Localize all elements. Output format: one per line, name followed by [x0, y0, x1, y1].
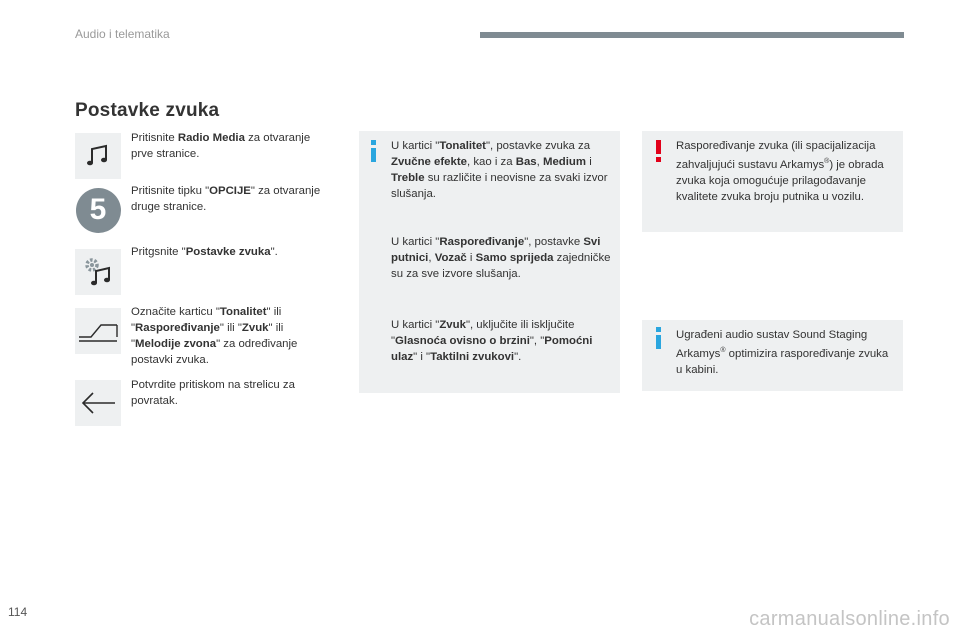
section-title: Postavke zvuka: [75, 100, 220, 121]
music-note-icon: [75, 133, 121, 179]
warning-icon: [656, 140, 662, 162]
watermark: carmanualsonline.info: [749, 608, 950, 630]
step-number-5: [75, 187, 121, 233]
page-number: 114: [8, 605, 28, 619]
note-tonalitet: U kartici "Tonalitet", postavke zvuka za Zvučne efekte, kao i za Bas, Medium i Treble su različite i neovisne za svaki izvor slušanja.: [391, 140, 608, 200]
step-5-text: Potvrdite pritiskom na strelicu za povratak.: [131, 379, 295, 407]
step-3-text: Pritgsnite "Postavke zvuka".: [131, 246, 278, 258]
info-icon: [656, 327, 662, 349]
step-2-text: Pritisnite tipku "OPCIJE" za otvaranje druge stranice.: [131, 185, 321, 213]
note-arkamys: Ugrađeni audio sustav Sound Staging Arkamys® optimizira raspoređivanje zvuka u kabini.: [676, 329, 889, 376]
note-zvuk: U kartici "Zvuk", uključite ili isključite "Glasnoća ovisno o brzini", "Pomoćni ulaz" i "Taktilni zvukovi".: [391, 319, 593, 363]
step-4-text: Označite karticu "Tonalitet" ili "Raspoređivanje" ili "Zvuk" ili "Melodije zvona" za određivanje postavki zvuka.: [131, 306, 298, 366]
chapter-title: Audio i telematika: [75, 27, 170, 41]
info-icon: [371, 140, 377, 162]
note-rasporedivanje: U kartici "Raspoređivanje", postavke Svi putnici, Vozač i Samo sprijeda zajedničke su za sve izvore slušanja.: [391, 236, 611, 280]
back-arrow-icon: [75, 380, 121, 426]
tab-icon: [75, 308, 121, 354]
step-number-label: 5: [76, 188, 121, 233]
settings-music-icon: [75, 249, 121, 295]
note-warning: Raspoređivanje zvuka (ili spacijalizacija zahvaljujući sustavu Arkamys®) je obrada zvuka koja omogućuje prilagođavanje kvalitete zvuka broju putnika u vozilu.: [676, 140, 884, 203]
step-1-text: Pritisnite Radio Media za otvaranje prve stranice.: [131, 132, 311, 160]
header-bar: [480, 32, 904, 38]
